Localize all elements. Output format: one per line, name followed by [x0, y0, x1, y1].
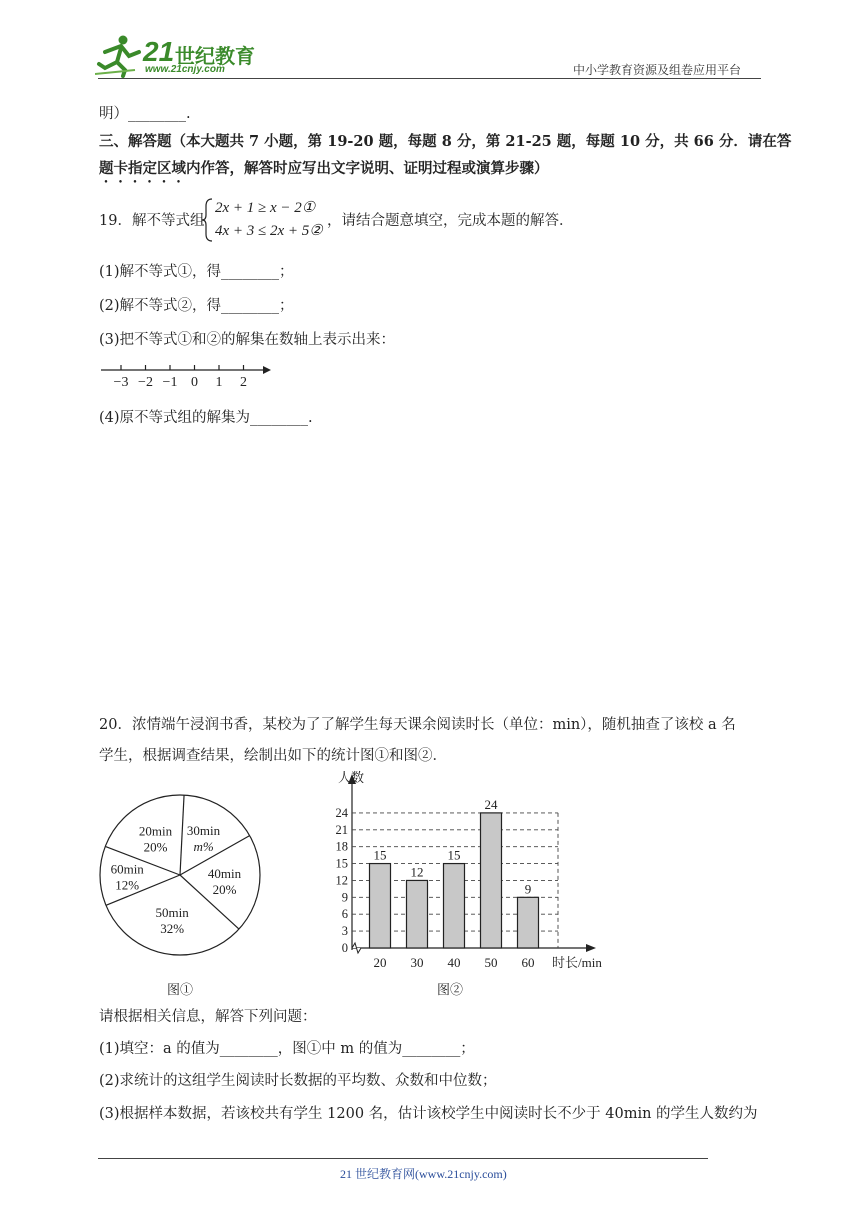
y-tick-label: 18	[335, 839, 348, 854]
x-tick-label: 50	[484, 955, 498, 970]
bar	[370, 864, 391, 948]
bar	[444, 864, 465, 948]
number-line-label: 1	[215, 375, 223, 390]
number-line-label: −1	[162, 375, 178, 390]
q20-part2: (2)求统计的这组学生阅读时长数据的平均数、众数和中位数；	[99, 1073, 497, 1089]
brace-icon	[201, 198, 213, 242]
inequality-2: 4x + 3 ≤ 2x + 5②	[215, 223, 323, 239]
top-fragment: 明）________.	[99, 106, 191, 122]
runner-logo-icon	[95, 34, 145, 78]
y-tick-label: 12	[335, 873, 348, 888]
y-tick-label: 21	[335, 822, 348, 837]
logo-text: 世纪教育	[175, 44, 255, 68]
q19-part4: (4)原不等式组的解集为________.	[99, 410, 313, 426]
q19-suffix: ，请结合题意填空，完成本题的解答．	[327, 213, 574, 229]
site-title: 中小学教育资源及组卷应用平台	[573, 63, 742, 77]
x-tick-label: 40	[447, 955, 461, 970]
pie-slice-label: 60min	[110, 861, 144, 877]
number-line-label: −2	[138, 375, 153, 390]
section3-heading-line2	[99, 159, 549, 186]
bar-data-label: 9	[524, 881, 532, 897]
y-tick-label: 0	[341, 941, 348, 955]
pie-slice-label: 40min	[207, 866, 242, 882]
axis-break-mark	[352, 943, 361, 953]
bar-data-label: 15	[373, 847, 387, 863]
section3-heading: 三、解答题（本大题共 7 小题，第 19-20 题，每题 8 分，第 21-25 题，每题 10 分，共 66 分．请在答	[99, 133, 792, 150]
arrow-right-icon	[263, 366, 271, 374]
q20-line2: 学生，根据调查结果，绘制出如下的统计图①和图②．	[99, 748, 447, 764]
pie-slice-value: 32%	[160, 921, 185, 937]
x-tick-label: 20	[373, 955, 387, 970]
pie-slice-value: 20%	[143, 839, 168, 855]
pie-chart	[95, 790, 265, 960]
q19-part1: (1)解不等式①，得________；	[99, 264, 294, 280]
dotted-emphasis: 题卡指定区域	[99, 160, 186, 177]
pie-slice-value: 12%	[115, 877, 140, 893]
pie-slice-label: 30min	[186, 822, 221, 838]
number-line-label: 0	[191, 375, 198, 390]
q19-part3: (3)把不等式①和②的解集在数轴上表示出来：	[99, 332, 396, 348]
y-tick-label: 15	[335, 856, 348, 871]
bar-caption: 图②	[437, 983, 464, 998]
pie-slice-label: 20min	[138, 823, 173, 839]
q19-part2: (2)解不等式②，得________；	[99, 298, 294, 314]
bar	[407, 880, 428, 948]
bar-data-label: 15	[447, 847, 461, 863]
footer-rule	[98, 1158, 708, 1159]
x-tick-label: 30	[410, 955, 424, 970]
y-tick-label: 3	[341, 924, 348, 939]
y-axis-label: 人数	[338, 770, 365, 785]
x-axis-arrow-icon	[586, 944, 596, 952]
bar-data-label: 12	[410, 864, 424, 880]
q19-prefix: 19．解不等式组	[99, 213, 205, 229]
x-tick-label: 60	[521, 955, 535, 970]
y-tick-label: 9	[341, 890, 348, 905]
bar-data-label: 24	[484, 796, 498, 812]
bar-chart	[300, 768, 620, 973]
number-line-label: −3	[113, 375, 129, 390]
logo	[95, 34, 265, 78]
header-rule	[98, 78, 761, 79]
pie-slice-value: 20%	[212, 882, 237, 898]
x-axis-label: 时长/min	[552, 955, 602, 970]
q19	[99, 195, 759, 435]
section3-rest: 内作答，解答时应写出文字说明、证明过程或演算步骤）	[186, 160, 549, 177]
q20-part3: (3)根据样本数据，若该校共有学生 1200 名，估计该校学生中阅读时长不少于 40min 的学生人数约为	[99, 1106, 758, 1122]
number-line	[99, 363, 279, 393]
logo-url: www.21cnjy.com	[145, 64, 225, 75]
pie-caption: 图①	[167, 983, 194, 998]
pie-slice-label: 50min	[155, 905, 189, 921]
inequality-1: 2x + 1 ≥ x − 2①	[215, 200, 316, 216]
header	[0, 0, 860, 82]
y-tick-label: 6	[341, 907, 348, 922]
logo-number: 21	[143, 36, 175, 67]
q20-part1: (1)填空：a 的值为________，图①中 m 的值为________；	[99, 1041, 475, 1057]
number-line-label: 2	[240, 375, 247, 390]
bar	[481, 813, 502, 948]
q20-after: 请根据相关信息，解答下列问题：	[99, 1009, 317, 1025]
bar	[518, 897, 539, 948]
pie-slice-value: m%	[193, 838, 214, 854]
footer: 21 世纪教育网(www.21cnjy.com)	[340, 1167, 507, 1181]
q20-line1: 20．浓情端午浸润书香，某校为了了解学生每天课余阅读时长（单位：min），随机抽查了该校 a 名	[99, 717, 736, 733]
y-tick-label: 24	[335, 805, 348, 820]
